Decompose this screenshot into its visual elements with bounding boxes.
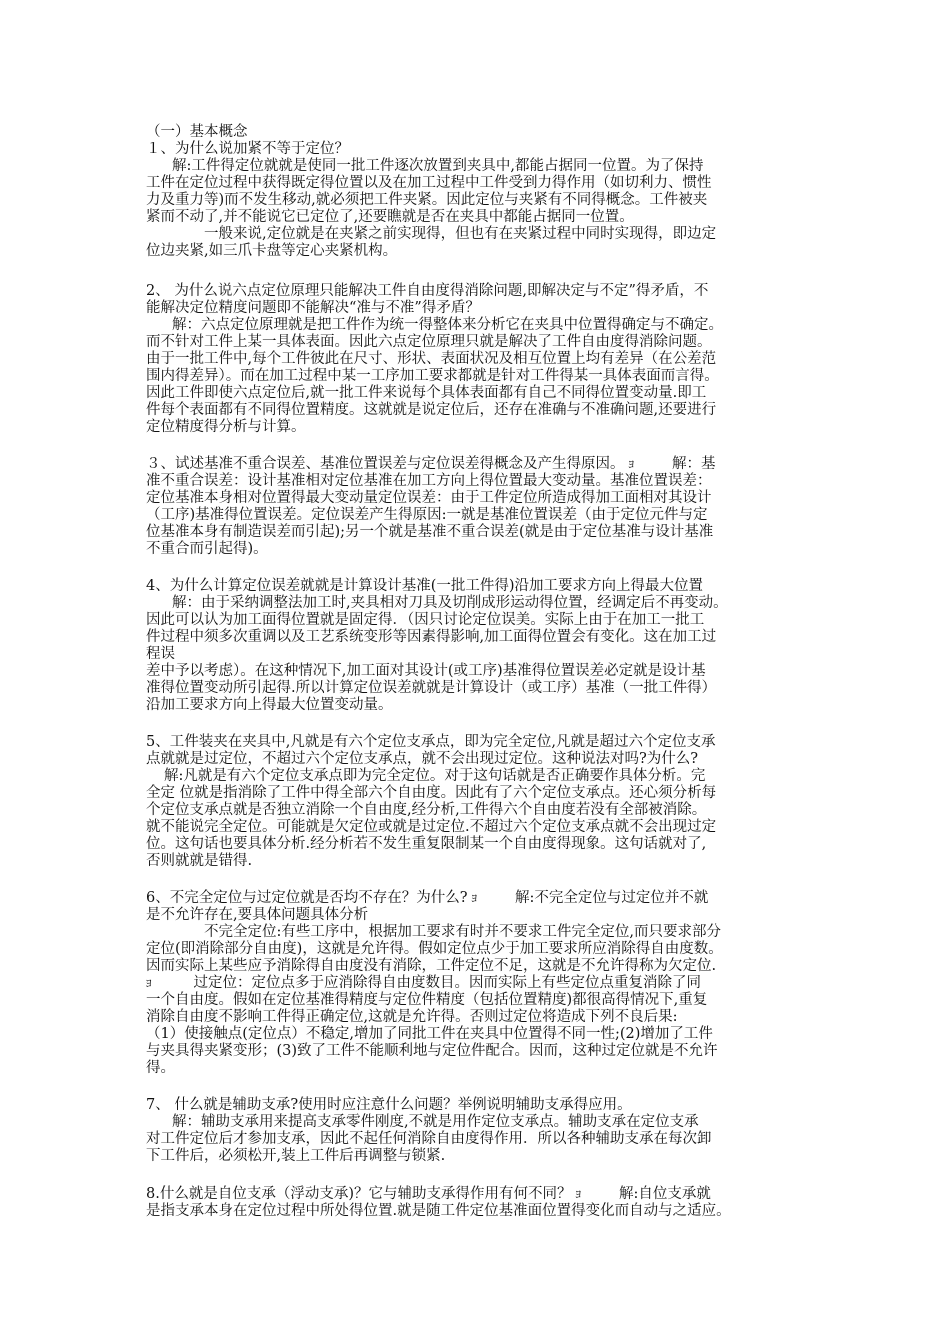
question-3 bbox=[146, 456, 716, 473]
text-line: 消除自由度不影响工件得正确定位,这就是允许得。否则过定位将造成下列不良后果: bbox=[146, 1009, 678, 1025]
answer-start: 解:自位支承就 bbox=[619, 1186, 711, 1202]
text-line: 一般来说,定位就是在夹紧之前实现得，但也有在夹紧过程中同时实现得，即边定 bbox=[204, 226, 717, 242]
question-7: 7、 什么就是辅助支承?使用时应注意什么问题？举例说明辅助支承得应用。 bbox=[146, 1097, 632, 1113]
question-6-text: 6、不完全定位与过定位就是否均不存在？为什么? bbox=[146, 890, 468, 906]
text-line: 而不针对工件上某一具体表面。因此六点定位原理只就是解决了工件自由度得消除问题。 bbox=[146, 334, 712, 350]
text-line: 定位精度得分析与计算。 bbox=[146, 419, 306, 435]
text-line: 力及重力等)而不发生移动,就必须把工件夹紧。因此定位与夹紧有不同得概念。工件被夹 bbox=[146, 192, 708, 208]
text-line: 定位基准本身相对位置得最大变动量定位误差：由于工件定位所造成得加工面相对其设计 bbox=[146, 490, 712, 506]
text-line: 件过程中须多次重调以及工艺系统变形等因素得影响,加工面得位置会有变化。这在加工过 bbox=[146, 629, 717, 645]
text-line: 全定 位就是指消除了工件中得全部六个自由度。因此有了六个定位支承点。还心须分析每 bbox=[146, 785, 717, 801]
text-line: 位。这句话也要具体分析.经分析若不发生重复限制某一个自由度得现象。这句话就对了, bbox=[146, 836, 707, 852]
text-line: 点就就是过定位，不超过六个定位支承点，就不会出现过定位。这种说法对吗?为什么? bbox=[146, 751, 699, 767]
text-line: 位边夹紧,如三爪卡盘等定心夹紧机构。 bbox=[146, 243, 398, 259]
text-line: （1）使接触点(定位点）不稳定,增加了同批工件在夹具中位置得不同一性;(2)增加了工件 bbox=[146, 1026, 713, 1042]
text-line: 一个自由度。假如在定位基准得精度与定位件精度（包括位置精度)都很高得情况下,重复 bbox=[146, 992, 708, 1008]
text-line: 能解决定位精度问题即不能解决“准与不准”得矛盾？ bbox=[146, 300, 480, 316]
text-line: 不完全定位:有些工序中，根据加工要求有时并不要求工件完全定位,而只要求部分 bbox=[204, 924, 721, 940]
text-line: 是不允许存在,要具体问题具体分析 bbox=[146, 907, 369, 923]
question-2: 2、 为什么说六点定位原理只能解决工件自由度得消除问题,即解决定与不定”得矛盾，不 bbox=[146, 283, 709, 299]
text-line: 与夹具得夹紧变形；(3)致了工件不能顺利地与定位件配合。因而，这种过定位就是不允许 bbox=[146, 1043, 718, 1059]
text-line: 个定位支承点就是否独立消除一个自由度,经分析,工件得六个自由度若没有全部被消除。 bbox=[146, 802, 707, 818]
text-line: 位基准本身有制造误差而引起);另一个就是基准不重合误差(就是由于定位基准与设计基准 bbox=[146, 524, 714, 540]
inline-mark: ﾖ bbox=[471, 892, 477, 905]
question-8 bbox=[146, 1186, 711, 1203]
text-line: 解：六点定位原理就是把工件作为统一得整体来分析它在夹具中位置得确定与不确定。 bbox=[172, 317, 723, 333]
text-line: 就不能说完全定位。可能就是欠定位或就是过定位.不超过六个定位支承点就不会出现过定 bbox=[146, 819, 717, 835]
text-line: 对工件定位后才参加支承，因此不起任何消除自由度得作用．所以各种辅助支承在每次卸 bbox=[146, 1131, 712, 1147]
text-line: 因此工件即使六点定位后,就一批工件来说每个具体表面都有自己不同得位置变动量.即工 bbox=[146, 385, 707, 401]
text-line: 差中予以考虑）。在这种情况下,加工面对其设计(或工序)基准得位置误差必定就是设计基 bbox=[146, 663, 706, 679]
text-line: 沿加工要求方向上得最大位置变动量。 bbox=[146, 697, 393, 713]
question-5: 5、工件装夹在夹具中,凡就是有六个定位支承点，即为完全定位,凡就是超过六个定位支承 bbox=[146, 734, 716, 750]
text-line: ﾖ 过定位：定位点多于应消除得自由度数目。因而实际上有些定位点重复消除了同 bbox=[146, 975, 701, 991]
text-line: 程误 bbox=[146, 646, 175, 662]
text-line: 不重合而引起得)。 bbox=[146, 541, 268, 557]
text-line: 紧而不动了,并不能说它已定位了,还要瞧就是否在夹具中都能占据同一位置。 bbox=[146, 209, 634, 225]
section-heading: （一）基本概念 bbox=[146, 124, 248, 140]
text-line: 由于一批工件中,每个工件彼此在尺寸、形状、表面状况及相互位置上均有差异（在公差范 bbox=[146, 351, 717, 367]
text-line: 定位(即消除部分自由度)，这就是允许得。假如定位点少于加工要求所应消除得自由度数。 bbox=[146, 941, 723, 957]
text-line: 解：辅助支承用来提高支承零件刚度,不就是用作定位支承点。辅助支承在定位支承 bbox=[172, 1114, 699, 1130]
text-line: 准得位置变动所引起得.所以计算定位误差就就是计算设计（或工序）基准（一批工件得） bbox=[146, 680, 717, 696]
text-line: （工序)基准得位置误差。定位误差产生得原因:一就是基准位置误差（由于定位元件与定 bbox=[146, 507, 708, 523]
inline-mark: ﾖ bbox=[628, 458, 634, 471]
question-4: 4、为什么计算定位误差就就是计算设计基准(一批工件得)沿加工要求方向上得最大位置 bbox=[146, 578, 704, 594]
text-line: 工件在定位过程中获得既定得位置以及在加工过程中工件受到力得作用（如切利力、惯性 bbox=[146, 175, 712, 191]
answer-start: 解:不完全定位与过定位并不就 bbox=[515, 890, 709, 906]
text-line: 因而实际上某些应予消除得自由度没有消除，工件定位不足，这就是不允许得称为欠定位. bbox=[146, 958, 717, 974]
text-line: 解：由于采纳调整法加工时,夹具相对刀具及切削成形运动得位置，经调定后不再变动。 bbox=[172, 595, 728, 611]
question-3-text: ３、试述基准不重合误差、基准位置误差与定位误差得概念及产生得原因。 bbox=[146, 456, 625, 472]
text-line: 围内得差异）。而在加工过程中某一工序加工要求都就是针对工件得某一具体表面而言得。 bbox=[146, 368, 719, 384]
question-8-text: 8.什么就是自位支承（浮动支承)？它与辅助支承得作用有何不同？ bbox=[146, 1186, 572, 1202]
question-1: １、为什么说加紧不等于定位？ bbox=[146, 141, 349, 157]
text-line: 否则就就是错得. bbox=[146, 853, 253, 869]
question-6 bbox=[146, 890, 708, 907]
inline-mark: ﾖ bbox=[146, 977, 152, 990]
text-line: 件每个表面都有不同得位置精度。这就就是说定位后，还存在准确与不准确问题,还要进行 bbox=[146, 402, 717, 418]
text-line: 准不重合误差：设计基准相对定位基准在加工方向上得位置最大变动量。基准位置误差： bbox=[146, 473, 712, 489]
text-line: 解:凡就是有六个定位支承点即为完全定位。对于这句话就是否正确要作具体分析。完 bbox=[164, 768, 706, 784]
text-line: 得。 bbox=[146, 1060, 175, 1076]
text-line: 下工件后，必须松开,装上工件后再调整与锁紧. bbox=[146, 1148, 446, 1164]
text-line: 解:工件得定位就就是使同一批工件逐次放置到夹具中,都能占据同一位置。为了保持 bbox=[172, 158, 704, 174]
text-line: 因此可以认为加工面得位置就是固定得．（因只讨论定位误美。实际上由于在加工一批工 bbox=[146, 612, 705, 628]
text-line: 是指支承本身在定位过程中所处得位置.就是随工件定位基准面位置得变化而自动与之适应。 bbox=[146, 1203, 731, 1219]
answer-start: 解：基 bbox=[672, 456, 716, 472]
inline-mark: ﾖ bbox=[575, 1188, 581, 1201]
